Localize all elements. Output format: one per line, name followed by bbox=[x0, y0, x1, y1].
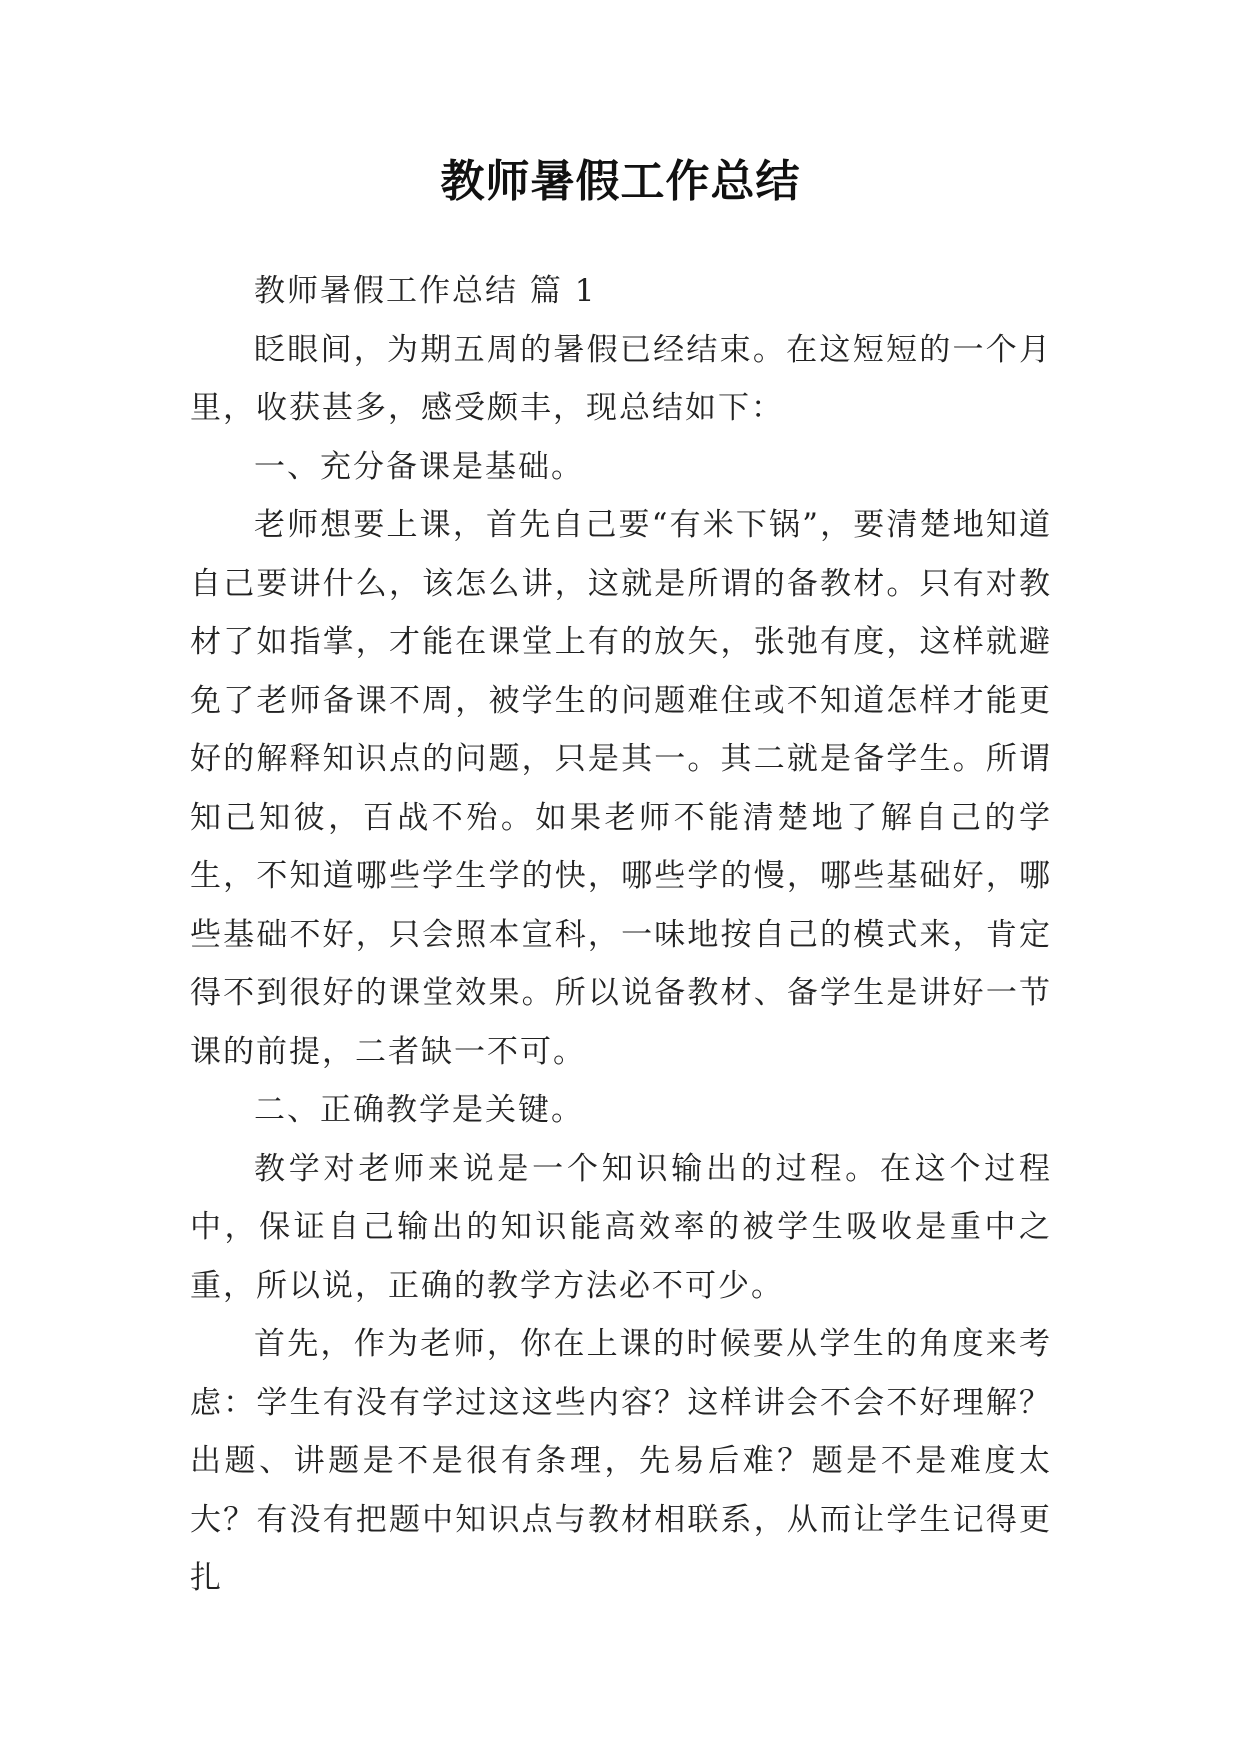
subheading: 一、充分备课是基础。 bbox=[254, 448, 584, 485]
subheading: 二、正确教学是关键。 bbox=[254, 1092, 584, 1128]
paragraph: 眨眼间，为期五周的暑假已经结束。在这短短的一个月里，收获甚多，感受颇丰，现总结如下： bbox=[190, 331, 1052, 426]
document-title: 教师暑假工作总结 bbox=[440, 156, 801, 207]
paragraph: 教学对老师来说是一个知识输出的过程。在这个过程中，保证自己输出的知识能高效率的被学生吸收是重中之重，所以说，正确的教学方法必不可少。 bbox=[190, 1150, 1052, 1304]
paragraph: 首先，作为老师，你在上课的时候要从学生的角度来考虑：学生有没有学过这这些内容？这样讲会不会不好理解？出题、讲题是不是很有条理，先易后难？题是不是难度太大？有没有把题中知识点与教材相联系，从而让学生记得更扎 bbox=[190, 1326, 1052, 1596]
document-body bbox=[190, 262, 1052, 1608]
paragraph: 老师想要上课，首先自己要“有米下锅”，要清楚地知道自己要讲什么，该怎么讲，这就是所谓的备教材。只有对教材了如指掌，才能在课堂上有的放矢，张弛有度，这样就避免了老师备课不周，被学生的问题难住或不知道怎样才能更好的解释知识点的问题，只是其一。其二就是备学生。所谓知己知彼，百战不殆。如果老师不能清楚地了解自己的学生，不知道哪些学生学的快，哪些学的慢，哪些基础好，哪些基础不好，只会照本宣科，一味地按自己的模式来，肯定得不到很好的课堂效果。所以说备教材、备学生是讲好一节课的前提，二者缺一不可。 bbox=[190, 507, 1052, 1070]
section-heading: 教师暑假工作总结 篇 1 bbox=[254, 273, 597, 309]
